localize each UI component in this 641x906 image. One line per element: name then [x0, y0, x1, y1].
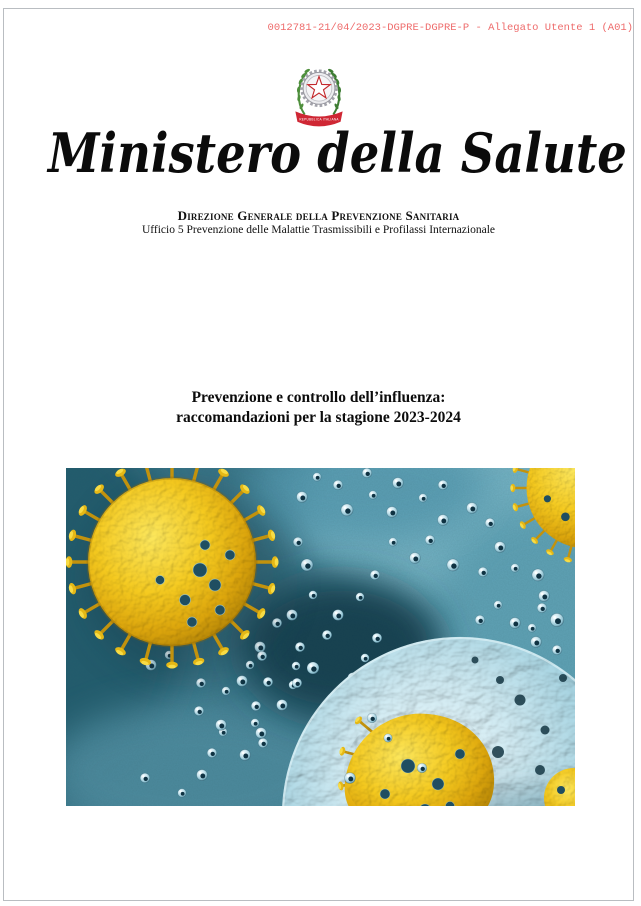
document-page: [3, 8, 634, 901]
protocol-stamp: 0012781-21/04/2023-DGPRE-DGPRE-P - Allegato Utente 1 (A01): [267, 22, 633, 34]
directorate-line: Direzione Generale della Prevenzione Sanitaria: [177, 208, 460, 223]
office-line: Ufficio 5 Prevenzione delle Malattie Trasmissibili e Profilassi Internazionale: [141, 224, 495, 236]
emblem-ribbon-label: REPUBBLICA ITALIANA: [298, 117, 339, 122]
document-title: [4, 388, 633, 428]
title-line-1: Prevenzione e controllo dell’influenza:: [191, 389, 446, 406]
ministry-wordmark: Ministero della Salute: [48, 121, 627, 185]
virus-illustration: [66, 468, 575, 806]
cover-image: [66, 468, 575, 806]
title-line-2: raccomandazioni per la stagione 2023-2024: [176, 409, 461, 426]
